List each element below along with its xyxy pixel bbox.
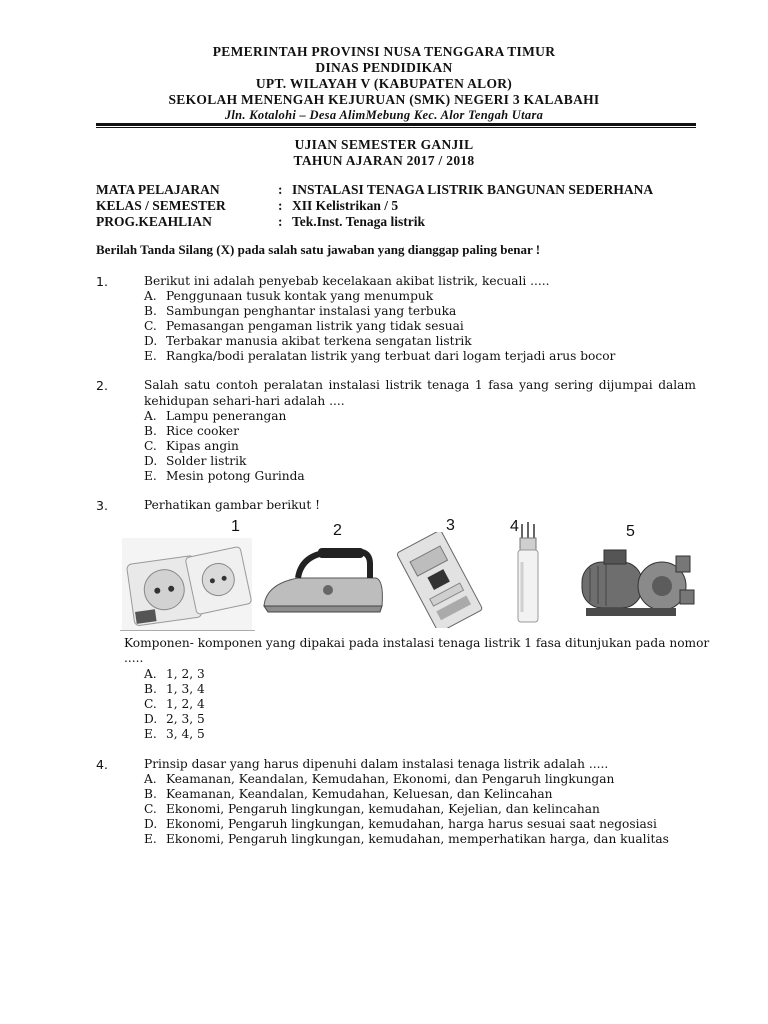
image-label-5: 5 bbox=[626, 523, 635, 540]
option-d[interactable] bbox=[144, 712, 205, 727]
option-letter: E. bbox=[144, 727, 157, 741]
option-text: Keamanan, Keandalan, Kemudahan, Keluesan, dan Kelincahan bbox=[166, 787, 553, 801]
option-text: 3, 4, 5 bbox=[166, 727, 205, 741]
question-number: 4. bbox=[96, 757, 108, 772]
option-a[interactable] bbox=[144, 409, 286, 424]
cable-image bbox=[508, 522, 548, 626]
option-b[interactable] bbox=[144, 682, 205, 697]
option-b[interactable] bbox=[144, 787, 552, 802]
question-text: Berikut ini adalah penyebab kecelakaan akibat listrik, kecuali ..... bbox=[144, 274, 550, 288]
option-letter: E. bbox=[144, 469, 157, 483]
header-department: DINAS PENDIDIKAN bbox=[315, 60, 453, 75]
option-text: Sambungan penghantar instalasi yang terbuka bbox=[166, 304, 457, 318]
option-a[interactable] bbox=[144, 289, 433, 304]
option-e[interactable] bbox=[144, 727, 205, 742]
option-letter: C. bbox=[144, 439, 157, 453]
exam-title: UJIAN SEMESTER GANJIL bbox=[294, 137, 474, 152]
info-key: MATA PELAJARAN bbox=[96, 182, 220, 197]
option-d[interactable] bbox=[144, 334, 472, 349]
question-text: Perhatikan gambar berikut ! bbox=[144, 498, 321, 512]
option-text: Ekonomi, Pengaruh lingkungan, kemudahan, Kejelian, dan kelincahan bbox=[166, 802, 600, 816]
option-letter: E. bbox=[144, 832, 157, 846]
followup-ellipsis: ..... bbox=[124, 651, 144, 665]
option-text: Ekonomi, Pengaruh lingkungan, kemudahan, memperhatikan harga, dan kualitas bbox=[166, 832, 669, 846]
option-a[interactable] bbox=[144, 772, 614, 787]
info-colon: : bbox=[278, 198, 283, 213]
info-value: XII Kelistrikan / 5 bbox=[292, 198, 399, 213]
info-key: KELAS / SEMESTER bbox=[96, 198, 226, 213]
header-rule-thin bbox=[96, 127, 696, 128]
image-underline bbox=[120, 630, 255, 631]
image-label-2: 2 bbox=[333, 522, 342, 539]
info-key: PROG.KEAHLIAN bbox=[96, 214, 212, 229]
question-number: 3. bbox=[96, 498, 108, 513]
instruction: Berilah Tanda Silang (X) pada salah satu jawaban yang dianggap paling benar ! bbox=[96, 242, 541, 257]
option-e[interactable] bbox=[144, 469, 305, 484]
image-label-4: 4 bbox=[510, 518, 519, 535]
option-text: Ekonomi, Pengaruh lingkungan, kemudahan, harga harus sesuai saat negosiasi bbox=[166, 817, 657, 831]
info-value: Tek.Inst. Tenaga listrik bbox=[292, 214, 426, 229]
option-text: Lampu penerangan bbox=[166, 409, 287, 423]
option-c[interactable] bbox=[144, 802, 600, 817]
header-school: SEKOLAH MENENGAH KEJURUAN (SMK) NEGERI 3 KALABAHI bbox=[168, 92, 600, 107]
water-pump-image bbox=[576, 546, 696, 622]
option-letter: A. bbox=[144, 289, 157, 303]
image-label-3: 3 bbox=[446, 517, 455, 534]
option-c[interactable] bbox=[144, 439, 239, 454]
question-text: Salah satu contoh peralatan instalasi listrik tenaga 1 fasa yang sering dijumpai dalam kehidupan sehari-hari adalah .... bbox=[144, 378, 696, 408]
option-letter: D. bbox=[144, 817, 158, 831]
option-text: Rangka/bodi peralatan listrik yang terbuat dari logam terjadi arus bocor bbox=[166, 349, 616, 363]
option-text: 1, 2, 3 bbox=[166, 667, 205, 681]
option-c[interactable] bbox=[144, 697, 205, 712]
option-text: Penggunaan tusuk kontak yang menumpuk bbox=[166, 289, 434, 303]
info-value: INSTALASI TENAGA LISTRIK BANGUNAN SEDERHANA bbox=[292, 182, 654, 197]
question-text: Prinsip dasar yang harus dipenuhi dalam instalasi tenaga listrik adalah ..... bbox=[144, 757, 609, 771]
option-text: Kipas angin bbox=[166, 439, 239, 453]
option-text: 1, 3, 4 bbox=[166, 682, 205, 696]
option-e[interactable] bbox=[144, 832, 669, 847]
question-number: 1. bbox=[96, 274, 108, 289]
option-c[interactable] bbox=[144, 319, 464, 334]
option-letter: C. bbox=[144, 319, 157, 333]
info-colon: : bbox=[278, 182, 283, 197]
option-letter: A. bbox=[144, 772, 157, 786]
option-letter: B. bbox=[144, 682, 157, 696]
image-label-1: 1 bbox=[231, 518, 240, 535]
header-rule-thick bbox=[96, 123, 696, 126]
option-letter: B. bbox=[144, 304, 157, 318]
option-letter: B. bbox=[144, 787, 157, 801]
option-text: Terbakar manusia akibat terkena sengatan listrik bbox=[166, 334, 472, 348]
option-letter: D. bbox=[144, 454, 158, 468]
option-text: Pemasangan pengaman listrik yang tidak sesuai bbox=[166, 319, 464, 333]
option-letter: D. bbox=[144, 334, 158, 348]
option-letter: C. bbox=[144, 802, 157, 816]
option-b[interactable] bbox=[144, 304, 456, 319]
option-text: Rice cooker bbox=[166, 424, 239, 438]
option-text: 2, 3, 5 bbox=[166, 712, 205, 726]
circuit-breaker-image bbox=[392, 532, 488, 628]
header-address: Jln. Kotalohi – Desa AlimMebung Kec. Alor Tengah Utara bbox=[224, 108, 544, 122]
option-text: Solder listrik bbox=[166, 454, 247, 468]
exam-year: TAHUN AJARAN 2017 / 2018 bbox=[293, 153, 475, 168]
option-text: Mesin potong Gurinda bbox=[166, 469, 305, 483]
option-letter: B. bbox=[144, 424, 157, 438]
option-e[interactable] bbox=[144, 349, 615, 364]
header-government: PEMERINTAH PROVINSI NUSA TENGGARA TIMUR bbox=[212, 44, 556, 59]
wall-socket-image bbox=[122, 538, 252, 630]
iron-image bbox=[258, 544, 388, 616]
option-b[interactable] bbox=[144, 424, 239, 439]
option-letter: E. bbox=[144, 349, 157, 363]
option-text: Keamanan, Keandalan, Kemudahan, Ekonomi, dan Pengaruh lingkungan bbox=[166, 772, 615, 786]
question-number: 2. bbox=[96, 378, 108, 393]
followup-text: Komponen- komponen yang dipakai pada instalasi tenaga listrik 1 fasa ditunjukan pada nomor bbox=[124, 636, 710, 650]
option-d[interactable] bbox=[144, 817, 657, 832]
option-letter: D. bbox=[144, 712, 158, 726]
option-d[interactable] bbox=[144, 454, 246, 469]
option-letter: A. bbox=[144, 667, 157, 681]
option-letter: C. bbox=[144, 697, 157, 711]
option-a[interactable] bbox=[144, 667, 205, 682]
option-letter: A. bbox=[144, 409, 157, 423]
option-text: 1, 2, 4 bbox=[166, 697, 205, 711]
header-upt: UPT. WILAYAH V (KABUPATEN ALOR) bbox=[255, 76, 513, 91]
info-colon: : bbox=[278, 214, 283, 229]
